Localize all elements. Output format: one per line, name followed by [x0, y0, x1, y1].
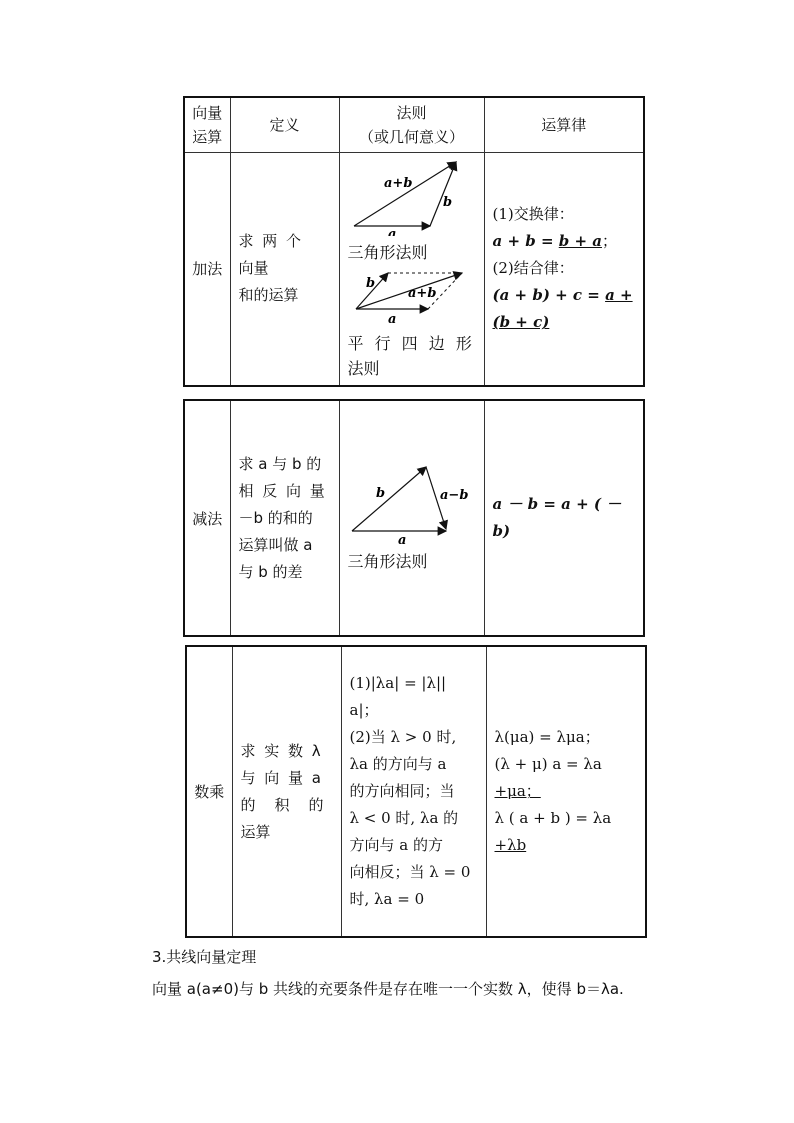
scalar-def-line3: 的 积 的 — [240, 795, 326, 814]
scalar-rule-line: 方向与 a 的方 — [349, 836, 443, 854]
commutative-law — [493, 228, 636, 255]
scalar-rule-line: λ < 0 时, λa 的 — [349, 809, 459, 827]
scalar-law-line: +μa； — [494, 782, 541, 800]
scalar-rule-line: 向相反；当 λ = 0 — [349, 863, 471, 881]
scalar-op: 数乘 — [186, 646, 232, 937]
subtraction-table — [183, 399, 645, 637]
addition-def-line3: 和的运算 — [238, 286, 299, 305]
triangle-rule-diagram — [348, 156, 478, 236]
label-b: b — [442, 195, 452, 211]
addition-def-line1: 求 两 个 — [238, 232, 304, 251]
subtraction-definition — [230, 400, 339, 636]
addition-table — [183, 96, 645, 387]
scalar-law-line: λ ( a + b ) = λa — [494, 809, 612, 827]
header-law: 运算律 — [484, 97, 644, 152]
addition-row — [184, 152, 644, 386]
sub-label-a: a — [397, 532, 406, 545]
subtraction-def-line4: 运算叫做 a — [238, 535, 313, 554]
associative-rhs-part1: a + — [605, 286, 633, 305]
sub-label-b: b — [375, 485, 385, 501]
scalar-def-line2: 与 向 量 a — [240, 768, 323, 787]
sub-label-a-minus-b: a−b — [439, 487, 468, 503]
scalar-def-line4: 运算 — [240, 822, 271, 841]
scalar-rule-line: (2)当 λ > 0 时, — [349, 728, 457, 746]
subtraction-rule — [339, 400, 484, 636]
associative-law — [493, 282, 636, 309]
header-definition: 定义 — [230, 97, 339, 152]
triangle-rule-caption: 三角形法则 — [347, 243, 428, 263]
subtraction-law — [484, 400, 644, 636]
scalar-rule-line: (1)|λa| = |λ|| — [349, 674, 447, 692]
scalar-rule-line: λa 的方向与 a — [349, 755, 447, 773]
addition-op: 加法 — [184, 152, 230, 386]
label-a-plus-b: a+b — [383, 176, 412, 192]
subtraction-law-text: a － b = a + ( －b) — [492, 495, 622, 540]
associative-rhs-part2: (b + c) — [492, 313, 550, 332]
vector-b-arrow — [430, 162, 456, 226]
scalar-law-line: +λb — [494, 836, 527, 854]
commutative-lhs: a + b = — [492, 232, 559, 251]
parallelogram-caption-line1: 平 行 四 边 形 — [347, 334, 475, 354]
commutative-end: ； — [601, 232, 617, 251]
parallelogram-caption-line2: 法则 — [347, 359, 380, 379]
subtraction-row — [184, 400, 644, 636]
parallelogram-rule-diagram — [348, 265, 478, 327]
label-a: a — [387, 227, 396, 237]
header-rule-line1: 法则 — [396, 103, 427, 122]
subtraction-caption: 三角形法则 — [347, 551, 428, 571]
scalar-def-line1: 求 实 数 λ — [240, 741, 323, 760]
associative-title: (2)结合律： — [492, 259, 574, 278]
section-title: 3.共线向量定理 — [152, 948, 257, 966]
scalar-row — [186, 646, 646, 937]
para-label-b: b — [365, 276, 375, 292]
para-label-sum: a+b — [407, 286, 436, 302]
scalar-definition — [232, 646, 341, 937]
scalar-rule — [341, 646, 486, 937]
associative-lhs: (a + b) + c = — [492, 286, 606, 305]
subtraction-def-line3: －b 的和的 — [238, 508, 313, 527]
sub-vector-b-arrow — [352, 467, 426, 531]
header-operation-line1: 向量 — [192, 103, 223, 122]
addition-def-line2: 向量 — [238, 259, 269, 278]
header-operation — [184, 97, 230, 152]
scalar-table — [185, 645, 647, 938]
addition-laws — [484, 152, 644, 386]
addition-definition — [230, 152, 339, 386]
scalar-rule-line: 的方向相同；当 — [349, 782, 455, 800]
addition-rule — [339, 152, 484, 386]
subtraction-def-line1: 求 a 与 b 的 — [238, 454, 322, 473]
subtraction-triangle-diagram — [348, 463, 478, 545]
header-operation-line2: 运算 — [192, 127, 223, 146]
para-label-a: a — [387, 312, 396, 328]
subtraction-def-line2: 相 反 向 量 — [238, 481, 327, 500]
subtraction-op: 减法 — [184, 400, 230, 636]
scalar-rule-line: 时, λa = 0 — [349, 890, 425, 908]
header-rule-line2: （或几何意义） — [358, 127, 464, 146]
commutative-rhs: b + a — [558, 232, 602, 251]
collinear-theorem-statement: 向量 a(a≠0)与 b 共线的充要条件是存在唯一一个实数 λ，使得 b＝λa. — [152, 980, 624, 998]
header-rule — [339, 97, 484, 152]
scalar-rule-line: a|； — [349, 701, 379, 719]
vector-sum-arrow — [354, 162, 456, 226]
scalar-law-line: (λ + μ) a = λa — [494, 755, 602, 773]
commutative-title: (1)交换律： — [492, 205, 574, 224]
associative-law-cont — [493, 309, 636, 336]
scalar-laws — [486, 646, 646, 937]
table-header-row — [184, 97, 644, 152]
scalar-law-line: λ(μa) = λμa； — [494, 728, 600, 746]
subtraction-def-line5: 与 b 的差 — [238, 562, 303, 581]
